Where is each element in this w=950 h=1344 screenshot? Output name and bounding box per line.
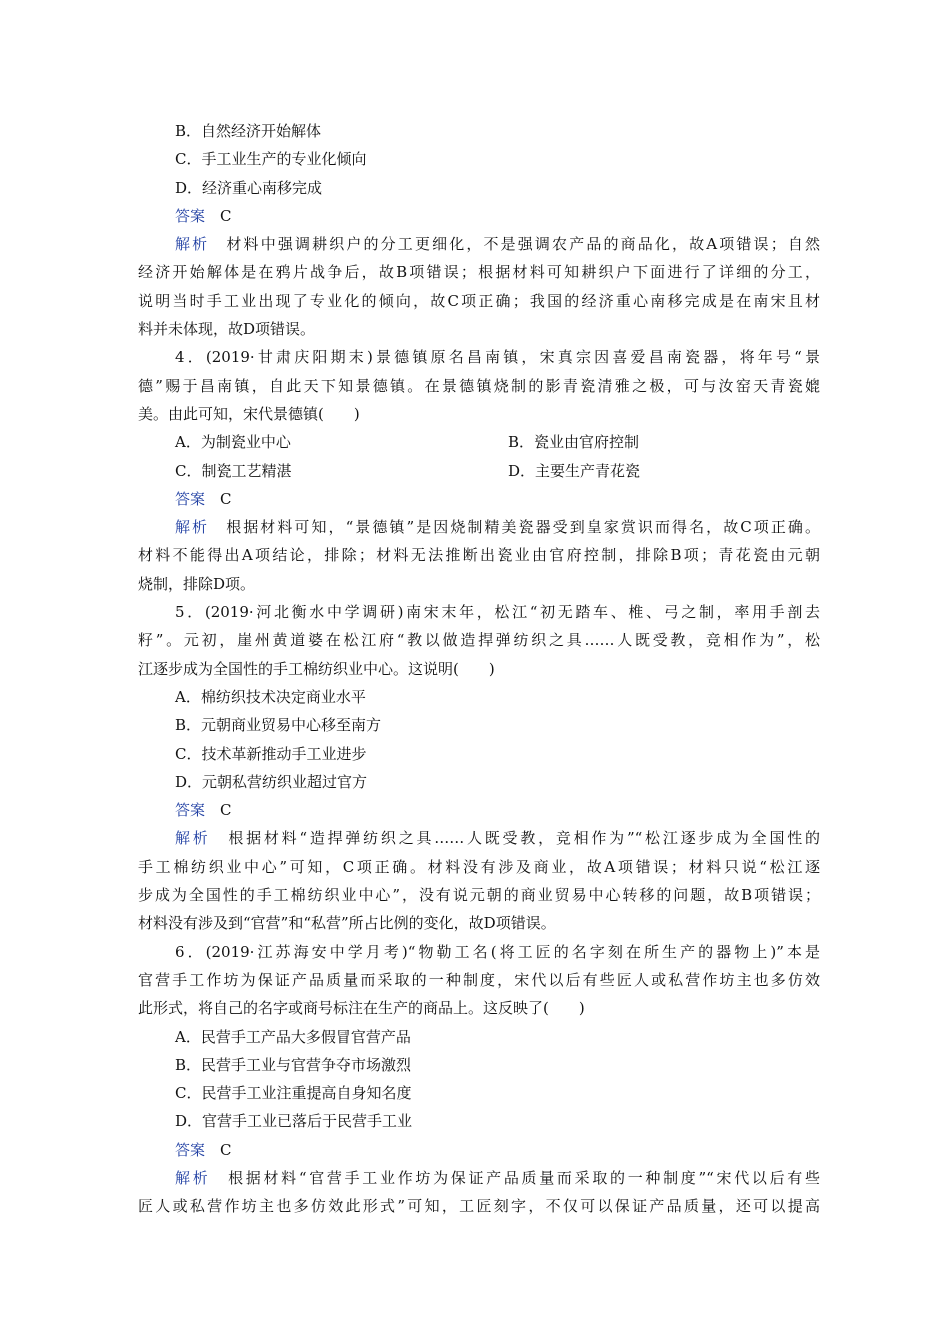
q4-answer-line bbox=[138, 485, 820, 513]
q4-analysis-line: 材料不能得出A项结论，排除；材料无法推断出瓷业由官府控制，排除B项；青花瓷由元朝 bbox=[138, 546, 820, 565]
q4-options-row bbox=[138, 457, 820, 485]
q4-option-c: C．制瓷工艺精湛 bbox=[175, 461, 292, 480]
q6-analysis-line bbox=[138, 1164, 820, 1192]
q5-answer-tag: 答案 bbox=[175, 801, 206, 820]
q3-answer-line bbox=[138, 202, 820, 230]
q4-option-a: A．为制瓷业中心 bbox=[175, 433, 291, 452]
q4-analysis-tag: 解析 bbox=[175, 518, 210, 537]
q4-analysis-line bbox=[138, 513, 820, 541]
q6-analysis-text: 根据材料“官营手工业作坊为保证产品质量而采取的一种制度”“宋代以后有些 bbox=[228, 1168, 820, 1187]
q3-analysis-line: 说明当时手工业出现了专业化的倾向，故C项正确；我国的经济重心南移完成是在南宋且材 bbox=[138, 291, 820, 310]
q3-analysis-tag: 解析 bbox=[175, 235, 210, 254]
q3-analysis-line bbox=[138, 230, 820, 258]
q5-analysis-line: 手工棉纺织业中心”可知，C项正确。材料没有涉及商业，故A项错误；材料只说“松江逐 bbox=[138, 857, 820, 876]
q5-analysis-text: 根据材料“造捍弹纺织之具……人既受教，竞相作为”“松江逐步成为全国性的 bbox=[228, 829, 820, 848]
q6-stem-line: 此形式，将自己的名字或商号标注在生产的商品上。这反映了( ) bbox=[138, 999, 585, 1018]
q6-option-c: C．民营手工业注重提高自身知名度 bbox=[175, 1084, 412, 1103]
q4-analysis-line: 烧制，排除D项。 bbox=[138, 574, 256, 593]
q3-option-b: B．自然经济开始解体 bbox=[175, 122, 322, 140]
q6-option-b: B．民营手工业与官营争夺市场激烈 bbox=[175, 1055, 412, 1074]
q5-stem-line: 籽”。元初，崖州黄道婆在松江府“教以做造捍弹纺织之具……人既受教，竞相作为”，松 bbox=[138, 631, 820, 650]
q5-analysis-line: 步成为全国性的手工棉纺织业中心”，没有说元朝的商业贸易中心转移的问题，故B项错误； bbox=[138, 886, 820, 905]
q5-option-c: C．技术革新推动手工业进步 bbox=[175, 744, 367, 763]
q4-options-row bbox=[138, 428, 820, 456]
q6-analysis-line: 匠人或私营作坊主也多仿效此形式”可知，工匠刻字，不仅可以保证产品质量，还可以提高 bbox=[138, 1197, 820, 1216]
q5-option-a: A．棉纺织技术决定商业水平 bbox=[175, 687, 366, 706]
q4-answer-tag: 答案 bbox=[175, 489, 206, 508]
q6-option-d: D．官营手工业已落后于民营手工业 bbox=[175, 1112, 413, 1131]
q6-analysis-tag: 解析 bbox=[175, 1168, 211, 1187]
q3-analysis-line: 料并未体现，故D项错误。 bbox=[138, 320, 316, 339]
q5-option-d: D．元朝私营纺织业超过官方 bbox=[175, 772, 368, 791]
q4-answer: C bbox=[220, 489, 232, 508]
q5-analysis-line bbox=[138, 824, 820, 852]
q5-stem-line: 5．(2019·河北衡水中学调研)南宋末年，松江“初无踏车、椎、弓之制，率用手剖去 bbox=[175, 603, 820, 622]
q4-stem-line: 美。由此可知，宋代景德镇( ) bbox=[138, 404, 360, 423]
q5-stem-line: 江逐步成为全国性的手工棉纺织业中心。这说明( ) bbox=[138, 659, 495, 678]
q6-stem-line: 官营手工作坊为保证产品质量而采取的一种制度，宋代以后有些匠人或私营作坊主也多仿效 bbox=[138, 970, 820, 989]
q3-analysis-line: 经济开始解体是在鸦片战争后，故B项错误；根据材料可知耕织户下面进行了详细的分工， bbox=[138, 263, 820, 282]
q5-analysis-tag: 解析 bbox=[175, 829, 211, 848]
q3-option-d: D．经济重心南移完成 bbox=[175, 178, 323, 197]
q6-stem-line: 6．(2019·江苏海安中学月考)“物勒工名(将工匠的名字刻在所生产的器物上)”本是 bbox=[175, 942, 820, 961]
q6-answer-line bbox=[138, 1136, 820, 1164]
q6-answer: C bbox=[220, 1140, 232, 1159]
q4-option-b: B．瓷业由官府控制 bbox=[508, 433, 640, 452]
q4-option-d: D．主要生产青花瓷 bbox=[508, 461, 641, 480]
q6-answer-tag: 答案 bbox=[175, 1140, 206, 1159]
page-content bbox=[138, 117, 820, 1221]
q3-analysis-text: 材料中强调耕织户的分工更细化，不是强调农产品的商品化，故A项错误；自然 bbox=[226, 235, 820, 254]
q4-stem-line: 德”赐于昌南镇，自此天下知景德镇。在景德镇烧制的影青瓷清雅之极，可与汝窑天青瓷媲 bbox=[138, 376, 820, 395]
q5-analysis-line: 材料没有涉及到“官营”和“私营”所占比例的变化，故D项错误。 bbox=[138, 914, 556, 933]
q3-answer-tag: 答案 bbox=[175, 206, 206, 225]
q6-option-a: A．民营手工产品大多假冒官营产品 bbox=[175, 1027, 411, 1046]
q3-option-c: C．手工业生产的专业化倾向 bbox=[175, 150, 367, 169]
q3-answer: C bbox=[220, 206, 232, 225]
q4-stem-line: 4．(2019·甘肃庆阳期末)景德镇原名昌南镇，宋真宗因喜爱昌南瓷器，将年号“景 bbox=[175, 348, 820, 367]
q5-answer-line bbox=[138, 796, 820, 824]
q5-option-b: B．元朝商业贸易中心移至南方 bbox=[175, 716, 382, 735]
q5-answer: C bbox=[220, 801, 232, 820]
q4-analysis-text: 根据材料可知，“景德镇”是因烧制精美瓷器受到皇家赏识而得名，故C项正确。 bbox=[226, 518, 820, 537]
